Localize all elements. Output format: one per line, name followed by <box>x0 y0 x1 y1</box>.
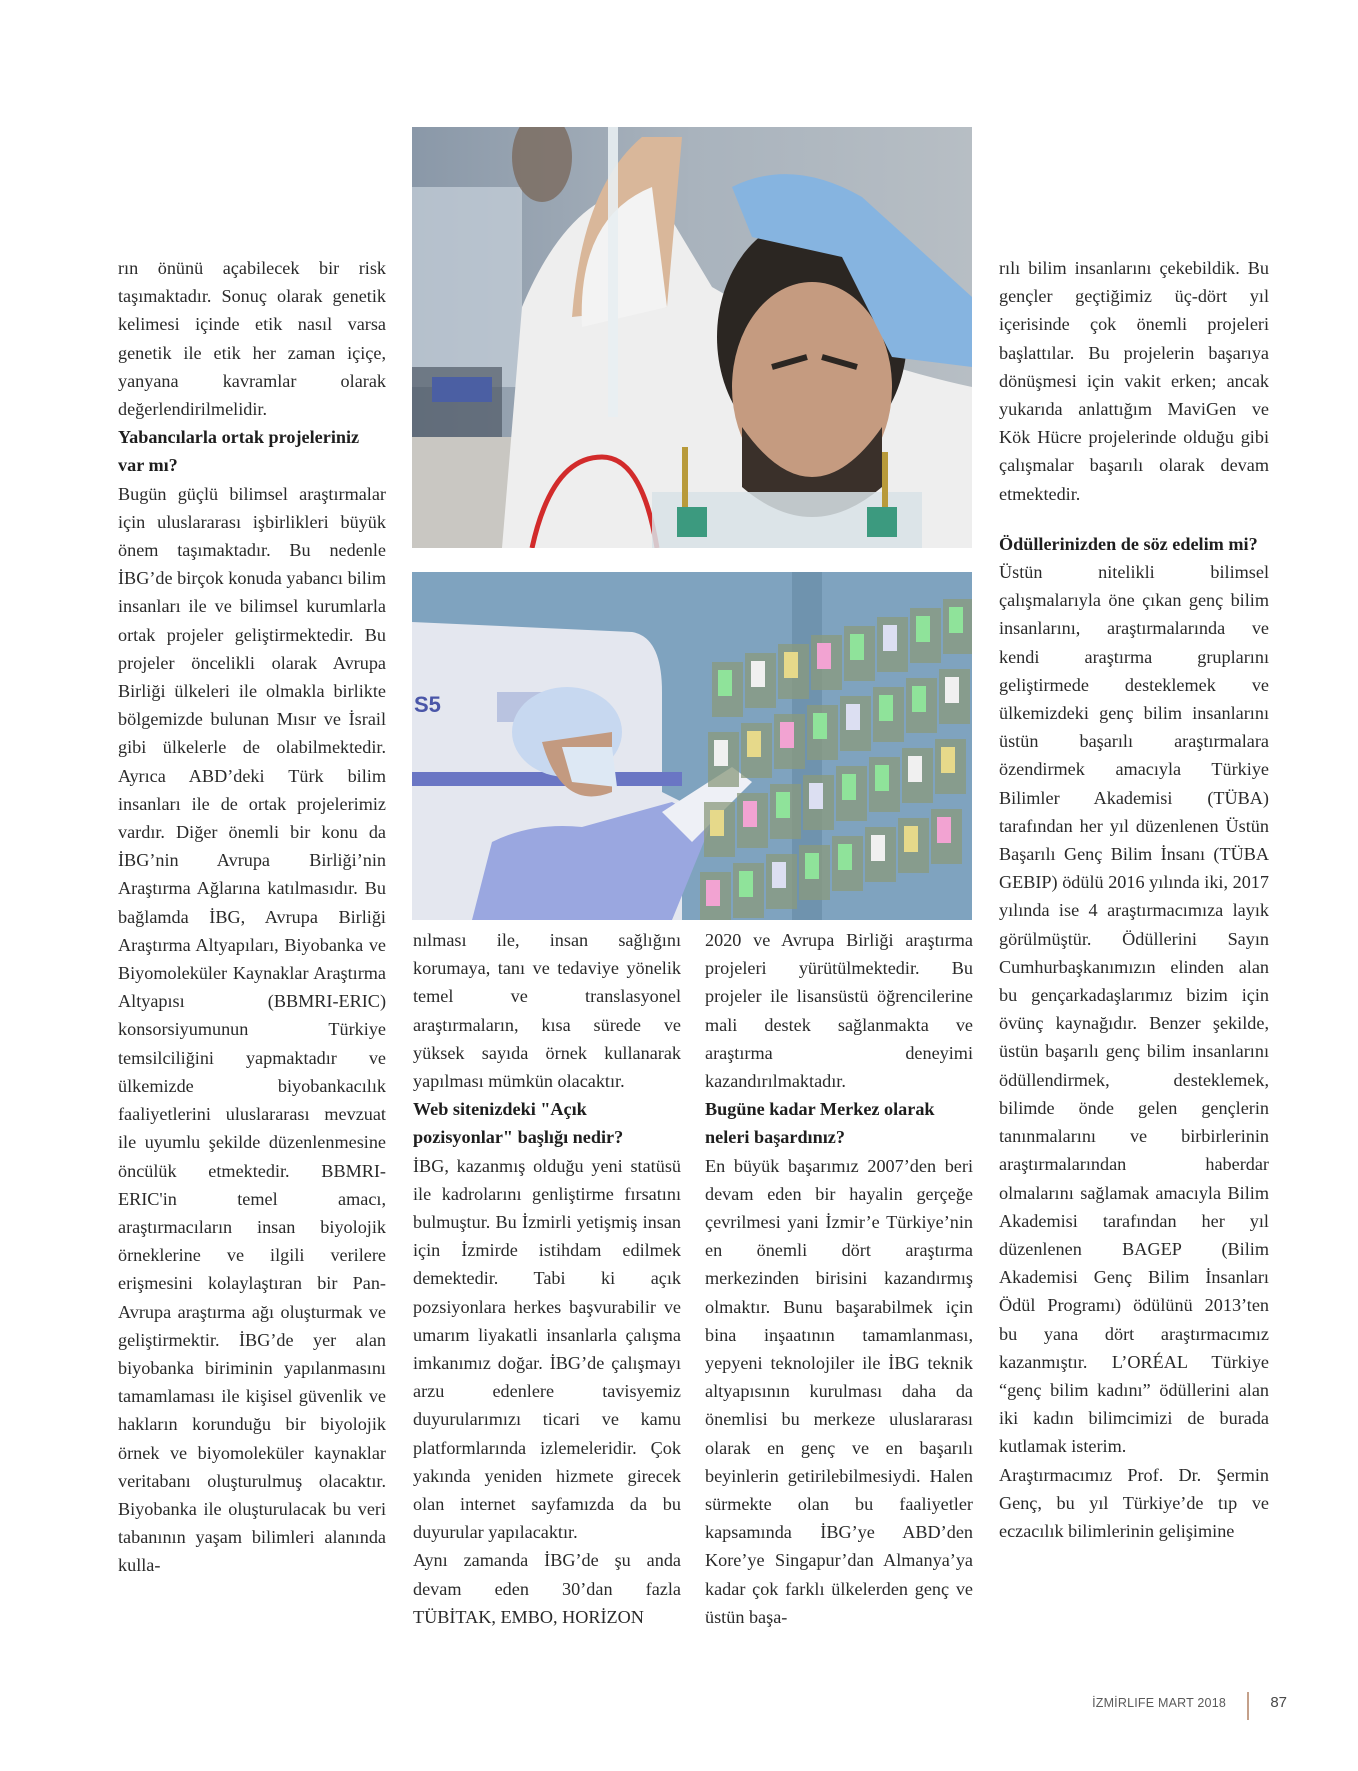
paragraph: 2020 ve Avrupa Birliği araştırma projeleri yürütülmektedir. Bu projeler ile lisansüstü öğrencilerine mali destek sağlanmakta ve araştırma deneyimi kazandırılmaktadır. <box>705 930 973 1092</box>
cage-tag <box>817 643 831 669</box>
cage-tag <box>784 652 798 678</box>
paragraph: nılması ile, insan sağlığını korumaya, tanı ve tedaviye yönelik temel ve translasyonel araştırmaların, kısa sürede ve yüksek sayıda örnek kullanarak yapılması mümkün olacaktır. <box>413 930 681 1092</box>
device-brand-label: S5 <box>414 692 441 717</box>
cage-tag <box>883 625 897 651</box>
cage-tag <box>809 783 823 809</box>
paragraph: Aynı zamanda İBG’de şu anda devam eden 30’dan fazla TÜBİTAK, EMBO, HORİZON <box>413 1550 681 1627</box>
cage-tag <box>751 661 765 687</box>
paragraph-gap <box>999 508 1269 530</box>
cage-tag <box>912 686 926 712</box>
cage-tag <box>739 871 753 897</box>
cage-tag <box>937 817 951 843</box>
paragraph: rın önünü açabilecek bir risk taşımaktadır. Sonuç olarak genetik kelimesi içinde etik nasıl varsa genetik ile etik her zaman içiçe, yanyana kavramlar olarak değerlendirilmelidir. <box>118 258 386 420</box>
cage-tag <box>780 722 794 748</box>
cage-tag <box>916 616 930 642</box>
cage-tag <box>714 740 728 766</box>
question-heading: Ödüllerinizden de söz edelim mi? <box>999 533 1258 554</box>
cage-tag <box>846 704 860 730</box>
cage-tag <box>776 792 790 818</box>
paragraph: En büyük başarımız 2007’den beri devam eden bir hayalin gerçeğe çevrilmesi yani İzmir’e Türkiye’nin en önemli dört araştırma merkezinden birisini kazandırmış olmaktır. Bunu başarabilmek için bina inşaatının tamamlanması, yepyeni teknolojiler ile İBG teknik altyapısının kurulması daha da önemlisi bu merkeze uluslararası olarak en genç ve en başarılı beyinlerin getirilebilmesiydi. Halen sürmekte olan bu faaliyetler kapsamında İBG’ye ABD’den Kore’ye Singapur’dan Almanya’ya kadar çok farklı ülkelerden genç ve üstün başa- <box>705 1155 973 1627</box>
question-heading: Web sitenizdeki "Açık pozisyonlar" başlığı nedir? <box>413 1099 624 1148</box>
question-heading: Bugüne kadar Merkez olarak neleri başardınız? <box>705 1099 935 1148</box>
cage-tag <box>805 853 819 879</box>
paragraph: rılı bilim insanlarını çekebildik. Bu gençler geçtiğimiz üç-dört yıl içerisinde çok önemli projeleri başlattılar. Bu projelerin başarıya dönüşmesi için vakit erken; ancak yukarıda anlattığım MaviGen ve Kök Hücre projelerinde olduğu gibi çalışmalar başarılı olarak devam etmektedir. <box>999 258 1269 504</box>
cage-tag <box>710 810 724 836</box>
cage-tag <box>842 774 856 800</box>
cage-tag <box>945 677 959 703</box>
cage-tag <box>747 731 761 757</box>
cage-tag <box>879 695 893 721</box>
cage-tag <box>813 713 827 739</box>
lab-researcher-illustration <box>412 127 972 548</box>
magazine-issue: İZMİRLIFE MART 2018 <box>1092 1696 1226 1710</box>
cage-tag <box>850 634 864 660</box>
paragraph: İBG, kazanmış olduğu yeni statüsü ile kadrolarını genliştirme fırsatını bulmuştur. Bu İzmirli yetişmiş insan için İzmirde istihdam edilmek demektedir. Tabi ki açık pozsiyonlara herkes başvurabilir ve umarım liyakatli insanlarla çalışma imkanımız doğar. İBG’de çalışmayı arzu edenlere tavisyemiz duyurularımızı ticari ve kamu platformlarında izlemeleridir. Çok yakında yeniden hizmete girecek olan internet sayfamızda da bu duyurular yapılacaktır. <box>413 1155 681 1543</box>
cage-tag <box>772 862 786 888</box>
cage-tag <box>743 801 757 827</box>
article-column-4 <box>999 254 1269 1545</box>
page-footer <box>1092 1692 1300 1718</box>
lab-researcher-photo <box>412 127 972 548</box>
footer-divider <box>1247 1692 1249 1720</box>
cage-tag <box>908 756 922 782</box>
cage-tag <box>904 826 918 852</box>
page-number: 87 <box>1270 1694 1287 1711</box>
biobank-researcher-illustration <box>412 572 972 920</box>
article-column-2 <box>413 926 681 1631</box>
cage-tag <box>871 835 885 861</box>
paragraph: Üstün nitelikli bilimsel çalışmalarıyla öne çıkan genç bilim insanlarını, araştırmalarında ve kendi araştırma gruplarını geliştirmede desteklemek ve ülkemizdeki genç bilim insanlarını üstün başarılı araştırmalara özendirmek amacıyla Türkiye Bilimler Akademisi (TÜBA) tarafından her yıl düzenlenen Üstün Başarılı Genç Bilim İnsanı (TÜBA GEBIP) ödülü 2016 yılında iki, 2017 yılında ise 4 araştırmacımıza layık görülmüştür. Ödüllerini Sayın Cumhurbaşkanımızın elinden alan bu gençarkadaşlarımız bizim için övünç kaynağıdır. Benzer şekilde, üstün başarılı genç bilim insanlarını ödüllendirmek, desteklemek, bilimde önde gelen gençlerin tanınmalarını ve birbirlerinin araştırmalarından haberdar olmalarını sağlamak amacıyla Bilim Akademisi tarafından her yıl düzenlenen BAGEP (Bilim Akademisi Genç Bilim İnsanları Ödül Programı) ödülünü 2013’ten bu yana dört araştırmacımız kazanmıştır. L’ORÉAL Türkiye “genç bilim kadını” ödüllerini alan iki kadın bilimcimizi de burada kutlamak isterim. <box>999 562 1269 1457</box>
paragraph: Bugün güçlü bilimsel araştırmalar için uluslararası işbirlikleri büyük önem taşımaktadır. Bu nedenle İBG’de birçok konuda yabancı bilim insanları ile ve bilimsel kurumlarla ortak projeler geliştirmektedir. Bu projeler öncelikli olarak Avrupa Birliği ülkeleri ile olmakla birlikte bölgemizde bulunan Mısır ve İsrail gibi ülkelerle de olabilmektedir. Ayrıca ABD’deki Türk bilim insanları ile de ortak projelerimiz vardır. Diğer önemli bir konu da İBG’nin Avrupa Birliği’nin Araştırma Ağlarına katılmasıdır. Bu bağlamda İBG, Avrupa Birliği Araştırma Altyapıları, Biyobanka ve Biyomoleküler Kaynaklar Araştırma Altyapısı (BBMRI-ERIC) konsorsiyumunun Türkiye temsilciliğini yapmaktadır ve ülkemizde biyobankacılık faaliyetlerini uluslararası mevzuat ile uyumlu şekilde düzenlenmesine öncülük etmektedir. BBMRI-ERIC'in temel amacı, araştırmacıların insan biyolojik örneklerine ve ilgili verilere erişmesini kolaylaştıran bir Pan-Avrupa araştırma ağı oluşturmak ve geliştirmektir. İBG’de yer alan biyobanka biriminin yapılanmasını tamamlaması ile kişisel güvenlik ve hakların korunduğu bir biyolojik örnek ve biyomoleküler kaynaklar veritabanı oluşturulmuş olacaktır. Biyobanka ile oluşturulacak bu veri tabanının yaşam bilimleri alanında kulla- <box>118 483 386 1576</box>
cage-tag <box>949 607 963 633</box>
article-column-1 <box>118 254 386 1580</box>
paragraph: Araştırmacımız Prof. Dr. Şermin Genç, bu yıl Türkiye’de tıp ve eczacılık bilimlerinin gelişimine <box>999 1464 1269 1541</box>
cage-tag <box>718 670 732 696</box>
biobank-researcher-photo <box>412 572 972 920</box>
cage-tag <box>706 880 720 906</box>
cage-tag <box>875 765 889 791</box>
cage-tag <box>941 747 955 773</box>
article-column-3 <box>705 926 973 1631</box>
question-heading: Yabancılarla ortak projeleriniz var mı? <box>118 427 360 476</box>
cage-tag <box>838 844 852 870</box>
